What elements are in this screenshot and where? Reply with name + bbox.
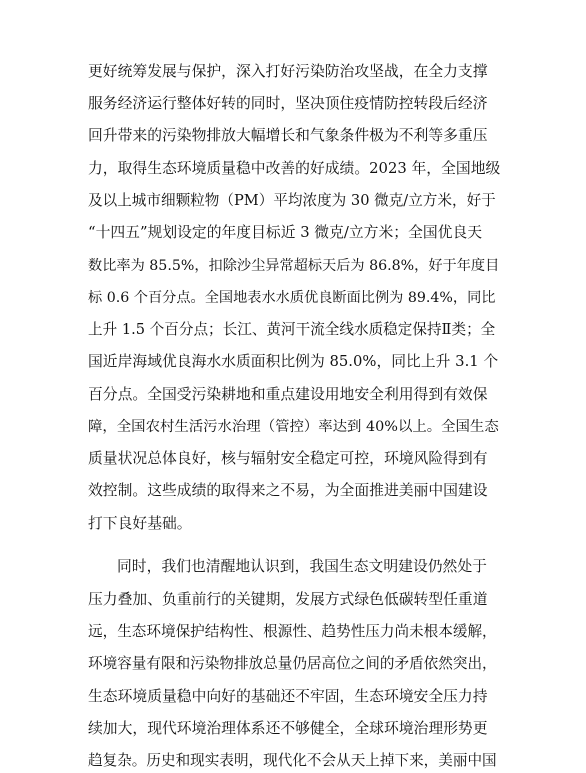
paragraph-2-line-5: 生态环境质量稳中向好的基础还不牢固，生态环境安全压力持 (88, 688, 488, 705)
paragraph-1-line-3: 回升带来的污染物排放大幅增长和气象条件极为不利等多重压 (88, 127, 488, 144)
paragraph-2-line-2: 压力叠加、负重前行的关键期，发展方式绿色低碳转型任重道 (88, 591, 488, 608)
paragraph-1-line-6: “十四五”规划设定的年度目标近 3 微克/立方米；全国优良天 (88, 224, 483, 241)
paragraph-1-line-8: 标 0.6 个百分点。全国地表水水质优良断面比例为 89.4%，同比 (88, 290, 496, 306)
paragraph-1-line-10: 国近岸海域优良海水水质面积比例为 85.0%，同比上升 3.1 个 (88, 353, 499, 370)
paragraph-2-line-7: 趋复杂。历史和现实表明，现代化不会从天上掉下来，美丽中国 (88, 752, 497, 769)
paragraph-1-line-9: 上升 1.5 个百分点；长江、黄河干流全线水质稳定保持Ⅱ类；全 (88, 321, 496, 338)
paragraph-2-line-3: 远，生态环境保护结构性、根源性、趋势性压力尚未根本缓解， (88, 623, 497, 640)
paragraph-1-line-12: 障，全国农村生活污水治理（管控）率达到 40%以上。全国生态 (88, 419, 499, 435)
paragraph-1-line-15: 打下良好基础。 (88, 515, 192, 532)
paragraph-2-line-1: 同时，我们也清醒地认识到，我国生态文明建设仍然处于 (117, 558, 487, 575)
paragraph-1-line-7: 数比率为 85.5%，扣除沙尘异常超标天后为 86.8%，好于年度目 (88, 258, 500, 274)
paragraph-2-line-6: 续加大，现代环境治理体系还不够健全，全球环境治理形势更 (88, 720, 488, 737)
paragraph-1-line-4: 力，取得生态环境质量稳中改善的好成绩。2023 年，全国地级 (88, 160, 500, 177)
paragraph-1-line-2: 服务经济运行整体好转的同时，坚决顶住疫情防控转段后经济 (88, 95, 488, 112)
paragraph-2-line-4: 环境容量有限和污染物排放总量仍居高位之间的矛盾依然突出， (88, 655, 497, 672)
paragraph-1-line-14: 效控制。这些成绩的取得来之不易，为全面推进美丽中国建设 (88, 482, 488, 499)
paragraph-1-line-13: 质量状况总体良好，核与辐射安全稳定可控，环境风险得到有 (88, 450, 488, 467)
paragraph-1-line-5: 及以上城市细颗粒物（PM）平均浓度为 30 微克/立方米，好于 (88, 192, 496, 209)
paragraph-1-line-11: 百分点。全国受污染耕地和重点建设用地安全利用得到有效保 (88, 386, 488, 403)
paragraph-1-line-1: 更好统筹发展与保护，深入打好污染防治攻坚战，在全力支撑 (88, 63, 488, 80)
